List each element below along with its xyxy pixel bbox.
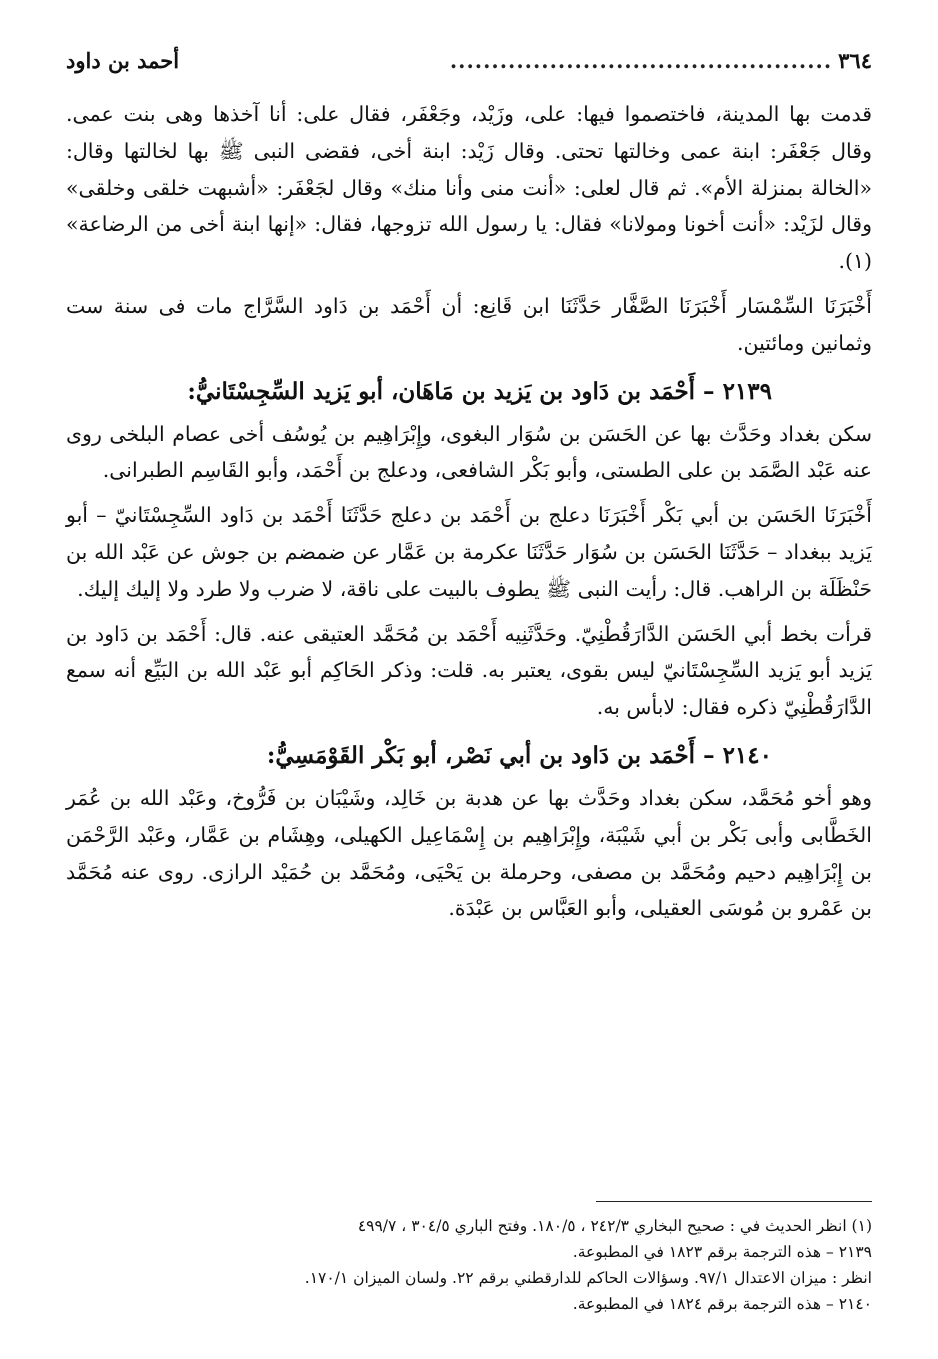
page-header bbox=[66, 48, 872, 82]
header-leader-dots: .............................................. bbox=[449, 48, 833, 73]
footnote-2139-sources: انظر : ميزان الاعتدال ٩٧/١. وسؤالات الحاكم للدارقطني برقم ٢٢. ولسان الميزان ١٧٠/١. bbox=[304, 1269, 872, 1287]
paragraph-entry-2139-bio: سكن بغداد وحَدَّث بها عن الحَسَن بن سُوَار البغوى، وإِبْرَاهِيم بن يُوسُف أخى عصام البلخى روى عنه عَبْد الصَّمَد بن على الطستى، وأبو بَكْر الشافعى، ودعلج بن أَحْمَد، وأبو القَاسِم الطبرانى. bbox=[66, 421, 872, 483]
paragraph-entry-2140-bio: وهو أخو مُحَمَّد، سكن بغداد وحَدَّث بها عن هدبة بن خَالِد، وشَيْبَان بن فَرُّوخ، وعَبْد الله بن عُمَر الخَطَّابى وأبى بَكْر بن أبي شَيْبَة، وإِبْرَاهِيم بن إِسْمَاعِيل الكهيلى، وهِشَام بن عَمَّار، وعَبْد الرَّحْمَن بن إِبْرَاهِيم دحيم ومُحَمَّد بن مصفى، وحرملة بن يَحْيَى، ومُحَمَّد بن حُمَيْد الرازى. روى عنه مُحَمَّد بن عَمْرو بن مُوسَى العقيلى، وأبو العَبَّاس بن عَبْدَة. bbox=[66, 785, 872, 921]
footnote-divider bbox=[596, 1201, 872, 1202]
page-number: ٣٦٤ bbox=[838, 48, 872, 73]
paragraph-entry-2139-isnad: أَخْبَرَنَا الحَسَن بن أبي بَكْر أَخْبَرَنَا دعلج بن أَحْمَد بن دعلج حَدَّثَنَا أَحْمَد بن دَاود السِّجِسْتَانيّ – أبو يَزيد ببغداد – حَدَّثَنَا الحَسَن بن سُوَار حَدَّثَنَا عكرمة بن عَمَّار عن ضمضم بن جوش عن عَبْد الله بن حَنْظَلَة بن الراهب. قال: رأيت النبى ﷺ يطوف بالبيت على ناقة، لا ضرب ولا طرد ولا إليك إليك. bbox=[66, 503, 872, 601]
footnote-2139: ٢١٣٩ – هذه الترجمة برقم ١٨٢٣ في المطبوعة. bbox=[572, 1243, 872, 1261]
main-text bbox=[66, 96, 872, 927]
running-title: أحمد بن داود bbox=[66, 48, 180, 73]
footnote-1: (١) انظر الحديث في : صحيح البخاري ٢٤٢/٣ ، ١٨٠/٥. وفتح الباري ٣٠٤/٥ ، ٤٩٩/٧ bbox=[357, 1217, 872, 1235]
book-page bbox=[66, 0, 872, 1359]
entry-heading-2140: ٢١٤٠ – أَحْمَد بن دَاود بن أبي نَصْر، أبو بَكْر القَوْمَسِيُّ: bbox=[266, 741, 772, 769]
paragraph-death-report: أَخْبَرَنَا السِّمْسَار أَخْبَرَنَا الصَّفَّار حَدَّثَنَا ابن قَانِع: أن أَحْمَد بن دَاود السَّرَّاج مات فى سنة ست وثمانين ومائتين. bbox=[66, 293, 872, 355]
paragraph-entry-2139-assessment: قرأت بخط أبي الحَسَن الدَّارَقُطْنِيّ. وحَدَّثَنِيه أَحْمَد بن مُحَمَّد العتيقى عنه. قال: أَحْمَد بن دَاود بن يَزيد أبو يَزيد السِّجِسْتَانيّ ليس بقوى، يعتبر به. قلت: وذكر الحَاكِم أبو عَبْد الله بن البَيِّع أنه سمع الدَّارَقُطْنِيّ ذكره فقال: لابأس به. bbox=[66, 621, 872, 720]
footnotes bbox=[66, 1213, 872, 1317]
paragraph-hadith-narrative: قدمت بها المدينة، فاختصموا فيها: على، وزَيْد، وجَعْفَر، فقال على: أنا آخذها وهى بنت عمى. وقال جَعْفَر: ابنة عمى وخالتها تحتى. وقال زَيْد: ابنة أخى، فقضى النبى ﷺ بها لخالتها وقال: «الخالة بمنزلة الأم». ثم قال لعلى: «أنت منى وأنا منك» وقال لجَعْفَر: «أشبهت خلقى وخلقى» وقال لزَيْد: «أنت أخونا ومولانا» فقال: يا رسول الله تزوجها، فقال: «إنها ابنة أخى من الرضاعة» (١). bbox=[66, 102, 872, 274]
entry-heading-2139: ٢١٣٩ – أَحْمَد بن دَاود بن يَزيد بن مَاهَان، أبو يَزيد السِّجِسْتَانيُّ: bbox=[187, 377, 772, 405]
footnote-2140: ٢١٤٠ – هذه الترجمة برقم ١٨٢٤ في المطبوعة. bbox=[572, 1295, 872, 1313]
